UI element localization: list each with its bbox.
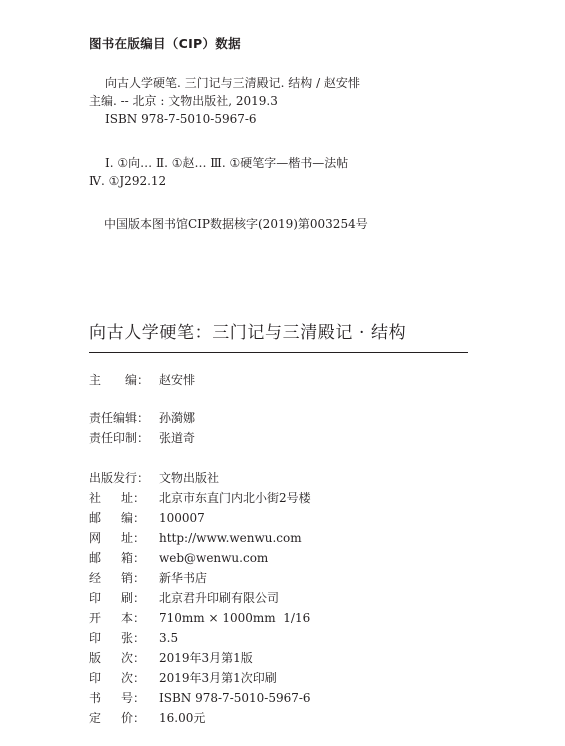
printer-value: 北京君升印刷有限公司 (159, 591, 280, 605)
book-title: 向古人学硬笔：三门记与三清殿记 · 结构 (89, 323, 407, 343)
printer-label: 印 刷： (89, 591, 145, 605)
editor-block (89, 370, 195, 390)
publisher-value: 文物出版社 (159, 471, 220, 485)
printer-row (89, 588, 311, 608)
cip-subjects (89, 154, 348, 190)
editor-row (89, 370, 195, 390)
price-value: 16.00元 (159, 711, 206, 725)
cip-record (89, 74, 360, 128)
responsible-editor-value: 孙漪娜 (159, 411, 196, 425)
responsible-editor-row (89, 408, 195, 428)
publication-block (89, 468, 311, 728)
cip-record-isbn: ISBN 978-7-5010-5967-6 (105, 112, 257, 126)
edition-row (89, 648, 311, 668)
title-rule (89, 352, 468, 353)
editor-label: 主 编： (89, 373, 150, 387)
responsible-printing-value: 张道奇 (159, 431, 196, 445)
format-row (89, 608, 311, 628)
address-value: 北京市东直门内北小街2号楼 (159, 491, 311, 505)
sheets-label: 印 张： (89, 631, 145, 645)
publisher-row (89, 468, 311, 488)
sheets-row (89, 628, 311, 648)
responsible-editor-label: 责任编辑： (89, 411, 150, 425)
isbn-value: ISBN 978-7-5010-5967-6 (159, 691, 311, 705)
price-label: 定 价： (89, 711, 145, 725)
cip-heading: 图书在版编目（CIP）数据 (89, 36, 241, 51)
website-row (89, 528, 311, 548)
email-row (89, 548, 311, 568)
distributor-label: 经 销： (89, 571, 145, 585)
cip-record-title: 向古人学硬笔. 三门记与三清殿记. 结构 / 赵安悱 (105, 76, 360, 90)
postcode-label: 邮 编： (89, 511, 145, 525)
responsibility-block (89, 408, 195, 448)
email-label: 邮 箱： (89, 551, 145, 565)
edition-value: 2019年3月第1版 (159, 651, 253, 665)
edition-label: 版 次： (89, 651, 145, 665)
website-label: 网 址： (89, 531, 145, 545)
sheets-value: 3.5 (159, 631, 179, 645)
responsible-printing-label: 责任印制： (89, 431, 150, 445)
format-value: 710mm × 1000mm 1/16 (159, 611, 311, 625)
isbn-label: 书 号： (89, 691, 145, 705)
publisher-label: 出版发行： (89, 471, 150, 485)
price-row (89, 708, 311, 728)
responsible-printing-row (89, 428, 195, 448)
impression-label: 印 次： (89, 671, 145, 685)
cip-verification: 中国版本图书馆CIP数据核字(2019)第003254号 (104, 217, 368, 231)
editor-value: 赵安悱 (159, 373, 196, 387)
distributor-row (89, 568, 311, 588)
impression-row (89, 668, 311, 688)
website-value: http://www.wenwu.com (159, 531, 302, 545)
cip-subject-line-2: Ⅳ. ①J292.12 (89, 174, 167, 188)
postcode-row (89, 508, 311, 528)
format-label: 开 本： (89, 611, 145, 625)
postcode-value: 100007 (159, 511, 205, 525)
distributor-value: 新华书店 (159, 571, 208, 585)
email-value: web@wenwu.com (159, 551, 269, 565)
cip-record-editor: 主编. -- 北京 : 文物出版社, 2019.3 (89, 94, 278, 108)
isbn-row (89, 688, 311, 708)
address-row (89, 488, 311, 508)
cip-subject-line-1: Ⅰ. ①向… Ⅱ. ①赵… Ⅲ. ①硬笔字—楷书—法帖 (105, 156, 349, 170)
impression-value: 2019年3月第1次印刷 (159, 671, 277, 685)
address-label: 社 址： (89, 491, 145, 505)
